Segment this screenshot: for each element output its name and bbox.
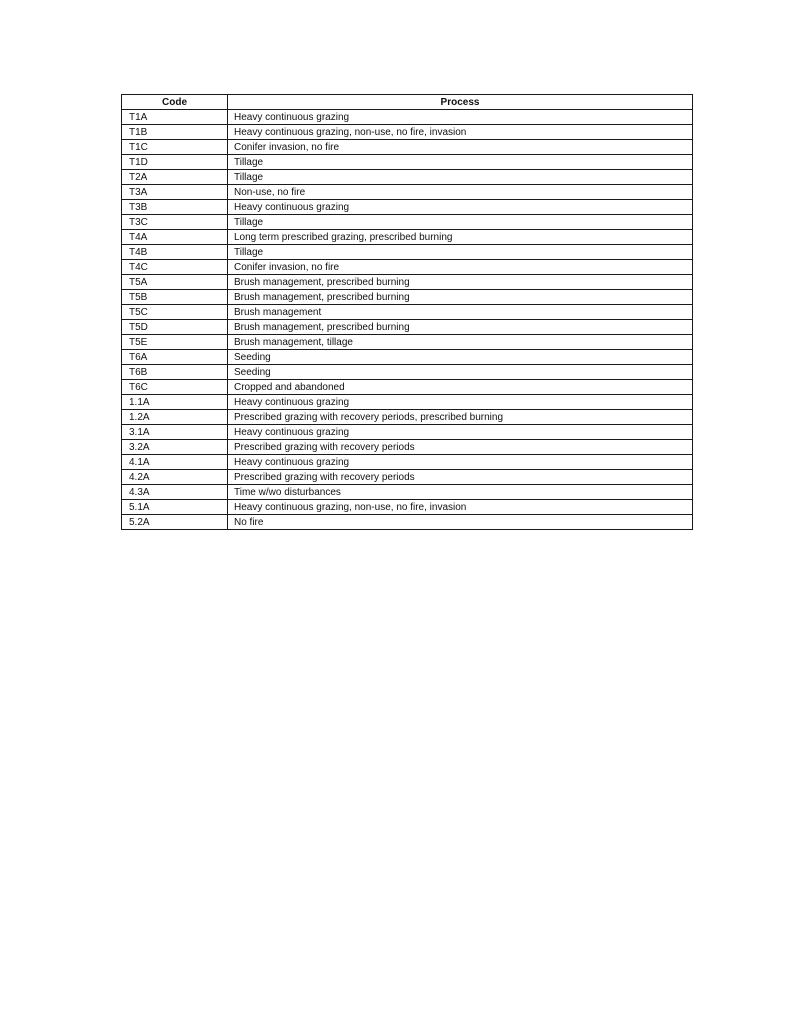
row-code-cell: 4.3A xyxy=(122,485,228,500)
row-process-cell: Tillage xyxy=(228,155,693,170)
table-row xyxy=(122,290,693,305)
row-code-cell: T4B xyxy=(122,245,228,260)
row-process-cell: Prescribed grazing with recovery periods xyxy=(228,440,693,455)
row-code-cell: T3B xyxy=(122,200,228,215)
table-row xyxy=(122,335,693,350)
table-row xyxy=(122,125,693,140)
row-code-cell: 4.2A xyxy=(122,470,228,485)
process-column-header: Process xyxy=(228,95,693,110)
table-row xyxy=(122,230,693,245)
row-process-cell: Heavy continuous grazing xyxy=(228,110,693,125)
table-row xyxy=(122,245,693,260)
row-process-cell: Long term prescribed grazing, prescribed burning xyxy=(228,230,693,245)
row-process-cell: Seeding xyxy=(228,350,693,365)
row-process-cell: Conifer invasion, no fire xyxy=(228,260,693,275)
row-code-cell: 1.1A xyxy=(122,395,228,410)
row-process-cell: Conifer invasion, no fire xyxy=(228,140,693,155)
table-row xyxy=(122,365,693,380)
table-row xyxy=(122,155,693,170)
row-process-cell: Seeding xyxy=(228,365,693,380)
row-code-cell: T1C xyxy=(122,140,228,155)
table-row xyxy=(122,470,693,485)
row-code-cell: T1D xyxy=(122,155,228,170)
row-code-cell: 4.1A xyxy=(122,455,228,470)
row-code-cell: T5E xyxy=(122,335,228,350)
table-row xyxy=(122,185,693,200)
table-row xyxy=(122,410,693,425)
table-row xyxy=(122,305,693,320)
table-header-row xyxy=(122,95,693,110)
row-process-cell: No fire xyxy=(228,515,693,530)
table-row xyxy=(122,260,693,275)
table-row xyxy=(122,485,693,500)
row-process-cell: Heavy continuous grazing xyxy=(228,425,693,440)
row-process-cell: Tillage xyxy=(228,170,693,185)
table-row xyxy=(122,275,693,290)
table-row xyxy=(122,515,693,530)
row-code-cell: T4A xyxy=(122,230,228,245)
row-process-cell: Time w/wo disturbances xyxy=(228,485,693,500)
row-process-cell: Brush management, prescribed burning xyxy=(228,275,693,290)
table-row xyxy=(122,140,693,155)
row-code-cell: T5C xyxy=(122,305,228,320)
table-row xyxy=(122,500,693,515)
row-process-cell: Prescribed grazing with recovery periods, prescribed burning xyxy=(228,410,693,425)
row-process-cell: Heavy continuous grazing xyxy=(228,200,693,215)
row-code-cell: T5B xyxy=(122,290,228,305)
row-code-cell: T5A xyxy=(122,275,228,290)
row-code-cell: 3.1A xyxy=(122,425,228,440)
row-process-cell: Heavy continuous grazing, non-use, no fire, invasion xyxy=(228,500,693,515)
code-column-header: Code xyxy=(122,95,228,110)
table-row xyxy=(122,350,693,365)
row-process-cell: Brush management xyxy=(228,305,693,320)
row-code-cell: T1A xyxy=(122,110,228,125)
table-row xyxy=(122,170,693,185)
row-process-cell: Heavy continuous grazing xyxy=(228,455,693,470)
row-process-cell: Tillage xyxy=(228,245,693,260)
table-row xyxy=(122,380,693,395)
row-code-cell: 5.1A xyxy=(122,500,228,515)
table-row xyxy=(122,110,693,125)
row-process-cell: Brush management, prescribed burning xyxy=(228,290,693,305)
row-code-cell: T4C xyxy=(122,260,228,275)
row-process-cell: Prescribed grazing with recovery periods xyxy=(228,470,693,485)
table-row xyxy=(122,320,693,335)
table-row xyxy=(122,440,693,455)
row-process-cell: Brush management, prescribed burning xyxy=(228,320,693,335)
row-code-cell: T1B xyxy=(122,125,228,140)
row-code-cell: T3A xyxy=(122,185,228,200)
table-row xyxy=(122,200,693,215)
table-row xyxy=(122,395,693,410)
row-process-cell: Brush management, tillage xyxy=(228,335,693,350)
table-row xyxy=(122,215,693,230)
row-code-cell: 5.2A xyxy=(122,515,228,530)
process-code-table xyxy=(121,94,693,530)
row-code-cell: T2A xyxy=(122,170,228,185)
row-code-cell: 1.2A xyxy=(122,410,228,425)
table-row xyxy=(122,425,693,440)
row-process-cell: Tillage xyxy=(228,215,693,230)
row-code-cell: T3C xyxy=(122,215,228,230)
table-row xyxy=(122,455,693,470)
row-code-cell: T6B xyxy=(122,365,228,380)
row-process-cell: Heavy continuous grazing xyxy=(228,395,693,410)
row-process-cell: Heavy continuous grazing, non-use, no fire, invasion xyxy=(228,125,693,140)
table-body xyxy=(122,110,693,530)
row-code-cell: T6C xyxy=(122,380,228,395)
row-process-cell: Cropped and abandoned xyxy=(228,380,693,395)
row-code-cell: 3.2A xyxy=(122,440,228,455)
row-process-cell: Non-use, no fire xyxy=(228,185,693,200)
row-code-cell: T5D xyxy=(122,320,228,335)
row-code-cell: T6A xyxy=(122,350,228,365)
